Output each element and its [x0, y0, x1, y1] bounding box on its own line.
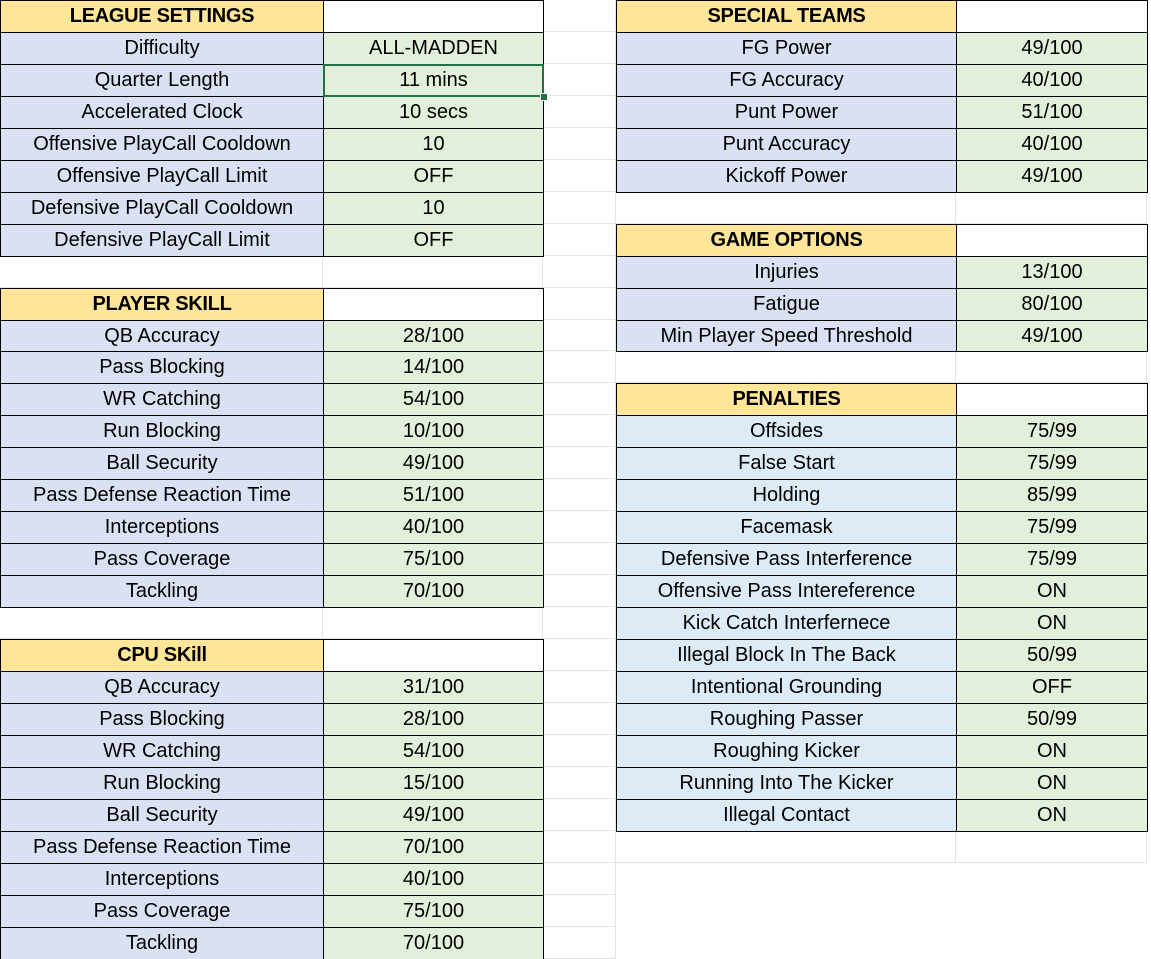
- setting-value-cell[interactable]: 51/100: [323, 479, 544, 512]
- setting-value-cell[interactable]: 15/100: [323, 767, 544, 800]
- empty-cell[interactable]: [543, 927, 616, 959]
- setting-label: Offensive PlayCall Cooldown: [0, 128, 324, 161]
- special-teams-header-value[interactable]: [956, 0, 1148, 33]
- empty-cell[interactable]: [323, 256, 543, 288]
- league-settings-header-value[interactable]: [323, 0, 544, 33]
- empty-cell[interactable]: [543, 0, 616, 32]
- setting-value-cell[interactable]: 14/100: [323, 351, 544, 384]
- empty-cell[interactable]: [543, 128, 616, 160]
- empty-cell[interactable]: [543, 767, 616, 799]
- setting-label: Tackling: [0, 575, 324, 608]
- setting-value-cell[interactable]: 11 mins: [323, 64, 544, 97]
- empty-cell[interactable]: [323, 607, 543, 639]
- setting-label: WR Catching: [0, 383, 324, 416]
- setting-value-cell[interactable]: ON: [956, 607, 1148, 640]
- setting-value-cell[interactable]: 70/100: [323, 927, 544, 959]
- setting-label: Pass Blocking: [0, 703, 324, 736]
- setting-label: Illegal Contact: [616, 799, 957, 832]
- empty-cell[interactable]: [543, 831, 616, 863]
- setting-value-cell[interactable]: 75/99: [956, 415, 1148, 448]
- setting-value-cell[interactable]: 10: [323, 192, 544, 225]
- setting-label: WR Catching: [0, 735, 324, 768]
- empty-cell[interactable]: [543, 447, 616, 479]
- setting-label: Roughing Passer: [616, 703, 957, 736]
- empty-cell[interactable]: [543, 607, 616, 639]
- league-settings-header: LEAGUE SETTINGS: [0, 0, 324, 33]
- empty-cell[interactable]: [543, 351, 616, 383]
- setting-label: Ball Security: [0, 447, 324, 480]
- setting-label: QB Accuracy: [0, 320, 324, 352]
- setting-value-cell[interactable]: 49/100: [956, 32, 1148, 65]
- setting-value-cell[interactable]: ON: [956, 799, 1148, 832]
- setting-label: Interceptions: [0, 863, 324, 896]
- empty-cell[interactable]: [956, 351, 1147, 383]
- setting-value-cell[interactable]: OFF: [323, 160, 544, 193]
- setting-value-cell[interactable]: ON: [956, 735, 1148, 768]
- setting-label: Illegal Block In The Back: [616, 639, 957, 672]
- setting-label: Holding: [616, 479, 957, 512]
- setting-label: Defensive PlayCall Cooldown: [0, 192, 324, 225]
- setting-label: Kickoff Power: [616, 160, 957, 193]
- setting-label: Ball Security: [0, 799, 324, 832]
- setting-value-cell[interactable]: 80/100: [956, 288, 1148, 321]
- setting-value-cell[interactable]: 13/100: [956, 256, 1148, 289]
- empty-cell[interactable]: [0, 256, 323, 288]
- setting-value-cell[interactable]: 10: [323, 128, 544, 161]
- empty-cell[interactable]: [543, 543, 616, 575]
- setting-value-cell[interactable]: 10 secs: [323, 96, 544, 129]
- setting-value-cell[interactable]: 28/100: [323, 320, 544, 352]
- setting-label: Pass Defense Reaction Time: [0, 831, 324, 864]
- empty-cell[interactable]: [616, 351, 956, 383]
- setting-label: Injuries: [616, 256, 957, 289]
- empty-cell[interactable]: [956, 831, 1147, 863]
- penalties-header: PENALTIES: [616, 383, 957, 416]
- setting-value-cell[interactable]: 54/100: [323, 383, 544, 416]
- setting-label: Defensive PlayCall Limit: [0, 224, 324, 257]
- empty-cell[interactable]: [543, 96, 616, 128]
- empty-cell[interactable]: [956, 192, 1147, 224]
- setting-value-cell[interactable]: 49/100: [956, 160, 1148, 193]
- setting-value-cell[interactable]: 75/100: [323, 895, 544, 928]
- setting-value-cell[interactable]: 40/100: [956, 128, 1148, 161]
- empty-cell[interactable]: [543, 799, 616, 831]
- empty-cell[interactable]: [543, 895, 616, 927]
- setting-label: Fatigue: [616, 288, 957, 321]
- empty-cell[interactable]: [543, 320, 616, 351]
- empty-cell[interactable]: [543, 64, 616, 96]
- setting-label: Intentional Grounding: [616, 671, 957, 704]
- setting-value-cell[interactable]: 49/100: [323, 799, 544, 832]
- player-skill-header-value[interactable]: [323, 288, 544, 321]
- setting-value-cell[interactable]: 40/100: [323, 863, 544, 896]
- setting-label: Pass Coverage: [0, 895, 324, 928]
- setting-label: FG Power: [616, 32, 957, 65]
- empty-cell[interactable]: [543, 863, 616, 895]
- setting-value-cell[interactable]: 50/99: [956, 703, 1148, 736]
- setting-label: Kick Catch Interfernece: [616, 607, 957, 640]
- setting-label: Accelerated Clock: [0, 96, 324, 129]
- setting-label: Tackling: [0, 927, 324, 959]
- setting-value-cell[interactable]: 75/100: [323, 543, 544, 576]
- setting-value-cell[interactable]: 31/100: [323, 671, 544, 704]
- setting-value-cell[interactable]: 75/99: [956, 543, 1148, 576]
- setting-value-cell[interactable]: 40/100: [323, 511, 544, 544]
- empty-cell[interactable]: [0, 607, 323, 639]
- empty-cell[interactable]: [543, 192, 616, 224]
- setting-value-cell[interactable]: 28/100: [323, 703, 544, 736]
- setting-label: Difficulty: [0, 32, 324, 65]
- empty-cell[interactable]: [543, 511, 616, 543]
- setting-label: Run Blocking: [0, 767, 324, 800]
- setting-label: Pass Coverage: [0, 543, 324, 576]
- fill-handle[interactable]: [540, 93, 548, 101]
- setting-value-cell[interactable]: 49/100: [323, 447, 544, 480]
- setting-label: FG Accuracy: [616, 64, 957, 97]
- setting-label: Offensive Pass Intereference: [616, 575, 957, 608]
- setting-value-cell[interactable]: 54/100: [323, 735, 544, 768]
- empty-cell[interactable]: [543, 639, 616, 671]
- setting-label: Pass Blocking: [0, 351, 324, 384]
- setting-value-cell[interactable]: OFF: [956, 671, 1148, 704]
- setting-label: Punt Accuracy: [616, 128, 957, 161]
- cpu-skill-header-value[interactable]: [323, 639, 544, 672]
- setting-label: Facemask: [616, 511, 957, 544]
- penalties-header-value[interactable]: [956, 383, 1148, 416]
- empty-cell[interactable]: [543, 735, 616, 767]
- setting-label: Pass Defense Reaction Time: [0, 479, 324, 512]
- setting-label: Interceptions: [0, 511, 324, 544]
- empty-cell[interactable]: [543, 479, 616, 511]
- setting-value-cell[interactable]: 10/100: [323, 415, 544, 448]
- empty-cell[interactable]: [543, 288, 616, 320]
- empty-cell[interactable]: [543, 415, 616, 447]
- setting-value-cell[interactable]: 49/100: [956, 320, 1148, 352]
- setting-value-cell[interactable]: ON: [956, 575, 1148, 608]
- setting-value-cell[interactable]: 50/99: [956, 639, 1148, 672]
- setting-label: Min Player Speed Threshold: [616, 320, 957, 352]
- setting-label: Punt Power: [616, 96, 957, 129]
- setting-value-cell[interactable]: 51/100: [956, 96, 1148, 129]
- setting-value-cell[interactable]: 70/100: [323, 575, 544, 608]
- empty-cell[interactable]: [543, 224, 616, 256]
- setting-label: Running Into The Kicker: [616, 767, 957, 800]
- cpu-skill-header: CPU SKill: [0, 639, 324, 672]
- setting-label: QB Accuracy: [0, 671, 324, 704]
- game-options-header: GAME OPTIONS: [616, 224, 957, 257]
- empty-cell[interactable]: [543, 671, 616, 703]
- setting-value-cell[interactable]: 85/99: [956, 479, 1148, 512]
- special-teams-header: SPECIAL TEAMS: [616, 0, 957, 33]
- setting-label: Offensive PlayCall Limit: [0, 160, 324, 193]
- setting-label: Quarter Length: [0, 64, 324, 97]
- setting-value-cell[interactable]: ALL-MADDEN: [323, 32, 544, 65]
- empty-cell[interactable]: [616, 192, 956, 224]
- game-options-header-value[interactable]: [956, 224, 1148, 257]
- setting-value-cell[interactable]: 40/100: [956, 64, 1148, 97]
- empty-cell[interactable]: [543, 256, 616, 288]
- setting-label: Run Blocking: [0, 415, 324, 448]
- setting-value-cell[interactable]: 70/100: [323, 831, 544, 864]
- setting-value-cell[interactable]: ON: [956, 767, 1148, 800]
- empty-cell[interactable]: [543, 575, 616, 607]
- player-skill-header: PLAYER SKILL: [0, 288, 324, 321]
- setting-value-cell[interactable]: 75/99: [956, 511, 1148, 544]
- setting-value-cell[interactable]: OFF: [323, 224, 544, 257]
- empty-cell[interactable]: [543, 703, 616, 735]
- empty-cell[interactable]: [616, 831, 956, 863]
- setting-label: Offsides: [616, 415, 957, 448]
- empty-cell[interactable]: [543, 32, 616, 64]
- setting-label: False Start: [616, 447, 957, 480]
- setting-value-cell[interactable]: 75/99: [956, 447, 1148, 480]
- empty-cell[interactable]: [543, 383, 616, 415]
- setting-label: Roughing Kicker: [616, 735, 957, 768]
- setting-label: Defensive Pass Interference: [616, 543, 957, 576]
- empty-cell[interactable]: [543, 160, 616, 192]
